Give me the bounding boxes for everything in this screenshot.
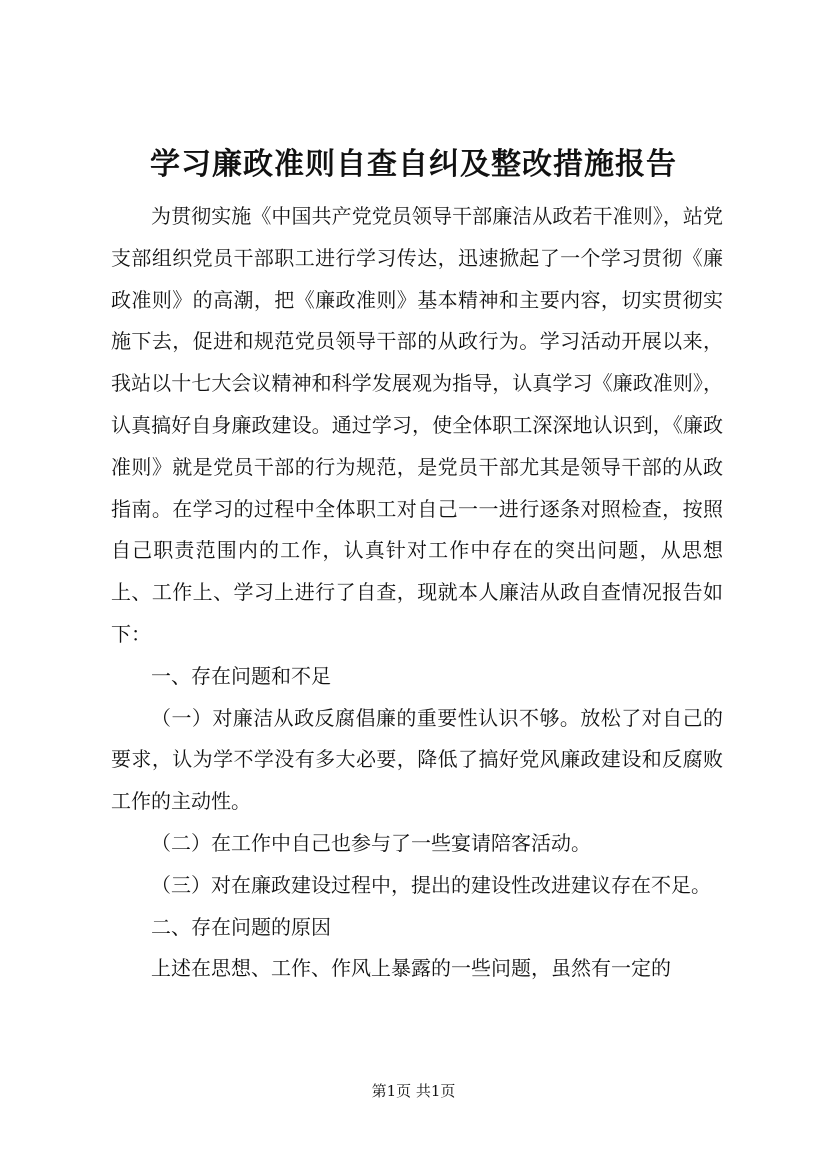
document-title: 学习廉政准则自查自纠及整改措施报告: [150, 147, 677, 182]
paragraph-problem-3: （三）对在廉政建设过程中，提出的建设性改进建议存在不足。: [151, 872, 711, 897]
paragraph-causes: 上述在思想、工作、作风上暴露的一些问题，虽然有一定的: [151, 956, 671, 981]
page-number-footer: 第1页 共1页: [371, 1082, 456, 1100]
paragraph-intro: 为贯彻实施《中国共产党党员领导干部廉洁从政若干准则》，站党支部组织党员干部职工进行学习传达，迅速掀起了一个学习贯彻《廉政准则》的高潮，把《廉政准则》基本精神和主要内容，切实贯彻实施下去，促进和规范党员领导干部的从政行为。学习活动开展以来，我站以十七大会议精神和科学发展观为指导，认真学习《廉政准则》，认真搞好自身廉政建设。通过学习，使全体职工深深地认识到，《廉政准则》就是党员干部的行为规范，是党员干部尤其是领导干部的从政指南。在学习的过程中全体职工对自己一一进行逐条对照检查，按照自己职责范围内的工作，认真针对工作中存在的突出问题，从思想上、工作上、学习上进行了自查，现就本人廉洁从政自查情况报告如下：: [111, 204, 723, 646]
paragraph-problem-1: （一）对廉洁从政反腐倡廉的重要性认识不够。放松了对自己的要求，认为学不学没有多大必要，降低了搞好党风廉政建设和反腐败工作的主动性。: [111, 705, 723, 814]
section-heading-causes: 二、存在问题的原因: [151, 914, 331, 939]
section-heading-problems: 一、存在问题和不足: [151, 663, 331, 688]
document-body: [111, 196, 723, 990]
paragraph-problem-2: （二）在工作中自己也参与了一些宴请陪客活动。: [151, 830, 591, 855]
